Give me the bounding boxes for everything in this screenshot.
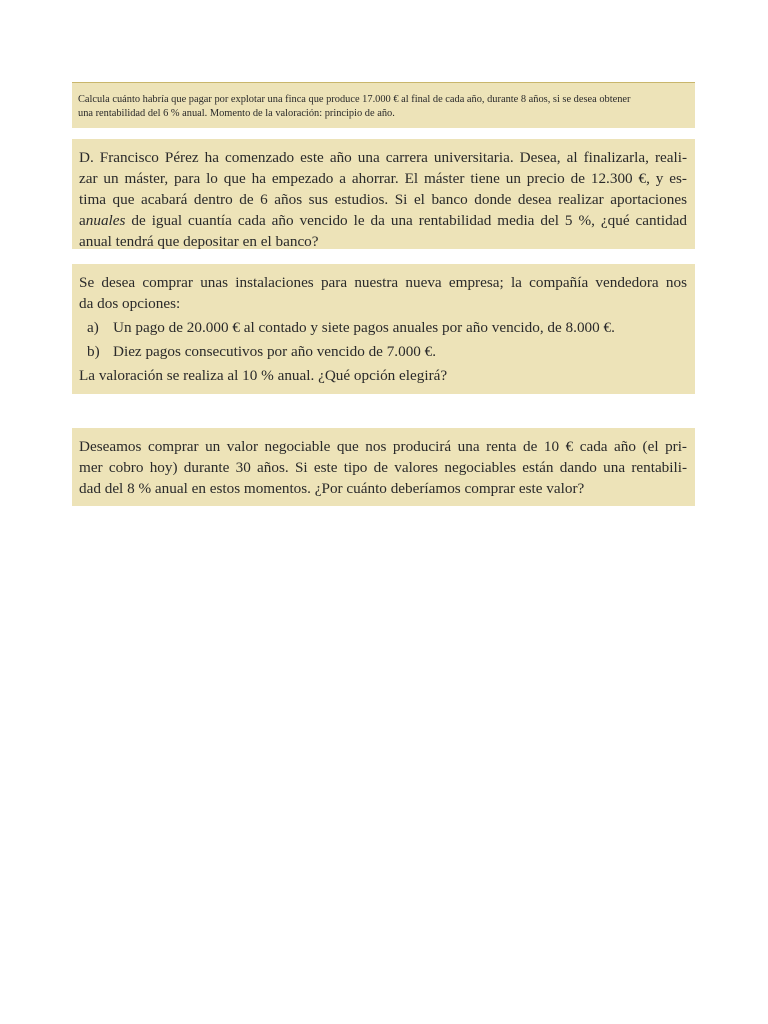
exercise-3-closing: La valoración se realiza al 10 % anual. ¿Qué opción elegirá? — [79, 367, 448, 384]
exercise-2-line-1: D. Francisco Pérez ha comenzado este año una carrera universitaria. Desea, al finalizarla, reali- — [79, 149, 687, 166]
exercise-2-line-4-prefix: a — [79, 212, 86, 229]
exercise-2-line-4 — [79, 210, 687, 231]
exercise-1-line-2: una rentabilidad del 6 % anual. Momento de la valoración: principio de año. — [78, 108, 395, 119]
option-marker: a) — [87, 319, 99, 336]
exercise-box-4 — [72, 428, 695, 506]
exercise-2-line-5: anual tendrá que depositar en el banco? — [79, 233, 319, 250]
exercise-4-line-1: Deseamos comprar un valor negociable que nos producirá una renta de 10 € cada año (el pri- — [79, 438, 687, 455]
exercise-box-3 — [72, 264, 695, 394]
exercise-4-line-3: dad del 8 % anual en estos momentos. ¿Por cuánto deberíamos comprar este valor? — [79, 480, 585, 497]
exercise-2-line-3: tima que acabará dentro de 6 años sus estudios. Si el banco donde desea realizar aportaciones — [79, 191, 687, 208]
option-text: Diez pagos consecutivos por año vencido de 7.000 €. — [113, 343, 437, 360]
exercise-3-intro-line-2: da dos opciones: — [79, 295, 181, 312]
exercise-box-1 — [72, 82, 695, 128]
exercise-3-option-a — [79, 317, 687, 338]
exercise-box-2 — [72, 139, 695, 249]
exercise-4-line-2: mer cobro hoy) durante 30 años. Si este tipo de valores negociables están dando una rentabili- — [79, 459, 687, 476]
exercise-2-line-4-rest: de igual cuantía cada año vencido le da una rentabilidad media del 5 %, ¿qué cantidad — [125, 212, 687, 229]
exercise-3-intro-line-1: Se desea comprar unas instalaciones para nuestra nueva empresa; la compañía vendedora nos — [79, 274, 687, 291]
exercise-2-line-2: zar un máster, para lo que ha empezado a ahorrar. El máster tiene un precio de 12.300 €, y es- — [79, 170, 687, 187]
exercise-2-italic-word: nuales — [85, 212, 126, 229]
option-marker: b) — [87, 343, 100, 360]
option-text: Un pago de 20.000 € al contado y siete pagos anuales por año vencido, de 8.000 €. — [113, 319, 615, 336]
exercise-3-option-b — [79, 341, 687, 362]
exercise-1-line-1: Calcula cuánto habría que pagar por explotar una finca que produce 17.000 € al final de cada año, durante 8 años, si se desea obtener — [78, 94, 631, 105]
